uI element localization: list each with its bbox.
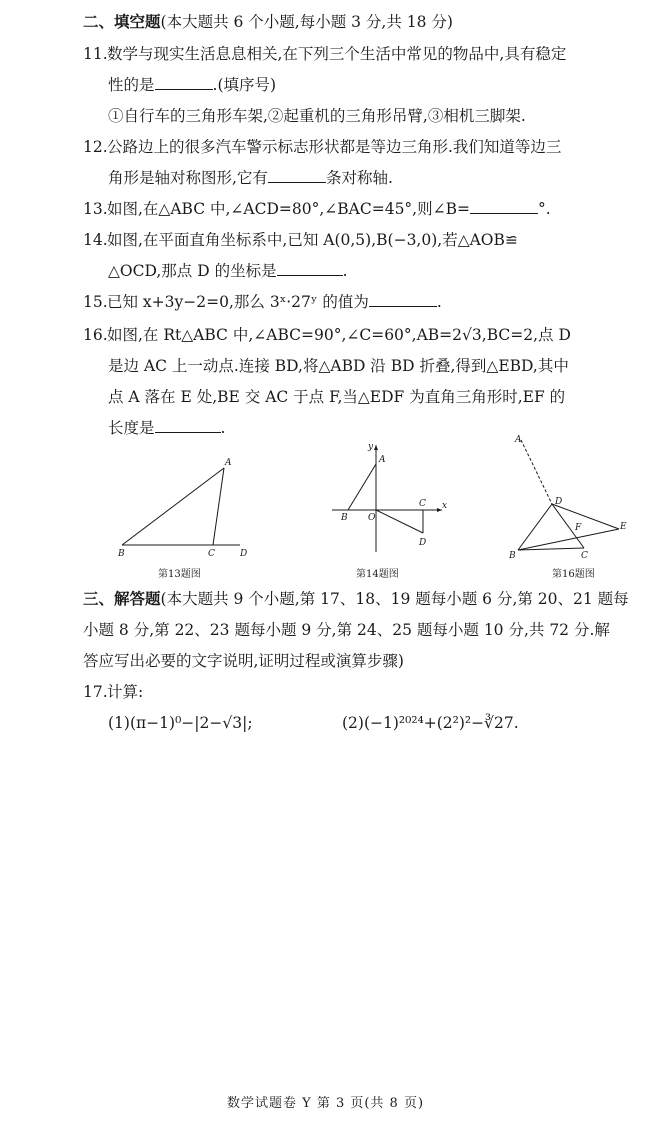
q15-tail: . [436,293,442,311]
q11-text-2b: .(填序号) [212,76,277,94]
q12-number: 12. [83,138,108,156]
fig14-label-c: C [419,499,426,509]
section-3-note-1: (本大题共 9 个小题,第 17、18、19 题每小题 6 分,第 20、21 题每 [160,590,629,608]
q17-part1-text: (1)(π−1)⁰−|2−√3|; [108,714,253,732]
q14-line2 [108,261,348,281]
q13-text: 如图,在△ABC 中,∠ACD=80°,∠BAC=45°,则∠B= [107,200,470,218]
q14-line1 [83,230,518,250]
section-3-line3 [83,651,404,671]
fig16-label-d: D [555,497,563,507]
fig14-label-x: x [442,501,448,511]
q17-part2 [342,713,519,733]
q11-text-1: 数学与现实生活息息相关,在下列三个生活中常见的物品中,具有稳定 [107,45,567,63]
q17-title: 计算: [107,683,144,701]
q16-line3 [108,387,565,407]
q12-text-1: 公路边上的很多汽车警示标志形状都是等边三角形.我们知道等边三 [107,138,562,156]
fig14-label-y: y [368,442,374,452]
section-3-line1 [83,589,629,609]
q12-answer-blank[interactable] [268,168,326,183]
fig16-caption: 第16题图 [552,569,595,580]
q15-line [83,292,442,312]
q13-tail: °. [537,200,551,218]
fig13-label-a: A [225,458,232,468]
fig14-label-d: D [419,538,427,548]
q11-text-2a: 性的是 [108,76,155,94]
q14-number: 14. [83,231,108,249]
q16-answer-blank[interactable] [155,418,221,433]
section-2-title: 二、填空题 [83,12,161,31]
fig13-label-c: C [208,549,215,559]
figure-14 [330,440,450,560]
q11-answer-blank[interactable] [155,75,213,90]
q15-number: 15. [83,293,108,311]
q16-line1 [83,325,571,345]
fig16-label-f: F [575,523,582,533]
q16-line4 [108,418,225,438]
q11-number: 11. [83,45,108,63]
q16-text-1: 如图,在 Rt△ABC 中,∠ABC=90°,∠C=60°,AB=2√3,BC=2,点 D [107,326,571,344]
q14-text-2a: △OCD,那点 D 的坐标是 [108,262,277,280]
fig16-label-a: A [515,435,522,445]
fig13-caption: 第13题图 [158,569,201,580]
q13-number: 13. [83,200,108,218]
fig13-label-d: D [240,549,248,559]
fig13-label-b: B [118,549,125,559]
fig14-label-o: O [368,513,376,523]
q12-text-2a: 角形是轴对称图形,它有 [108,169,268,187]
q11-line2 [108,75,276,95]
q11-text-3: ①自行车的三角形车架,②起重机的三角形吊臂,③相机三脚架. [108,107,526,125]
q17-heading [83,682,143,702]
q16-text-3: 点 A 落在 E 处,BE 交 AC 于点 F,当△EDF 为直角三角形时,EF 的 [108,388,566,406]
figure-13 [112,452,252,560]
q16-number: 16. [83,326,108,344]
q16-text-2: 是边 AC 上一动点.连接 BD,将△ABD 沿 BD 折叠,得到△EBD,其中 [108,357,569,375]
q11-line1 [83,44,566,64]
q11-line3 [108,106,526,126]
q17-part2-text: (2)(−1)²⁰²⁴+(2²)²−∛27. [342,714,519,732]
fig14-label-b: B [341,513,348,523]
section-2-note: (本大题共 6 个小题,每小题 3 分,共 18 分) [160,13,453,31]
fig14-caption: 第14题图 [356,569,399,580]
section-3-note-2: 小题 8 分,第 22、23 题每小题 9 分,第 24、25 题每小题 10 分,共 72 分.解 [83,621,610,639]
q17-number: 17. [83,683,108,701]
q13-line [83,199,551,219]
q13-answer-blank[interactable] [470,199,538,214]
figure-16 [505,430,635,562]
q12-text-2b: 条对称轴. [325,169,393,187]
section-2-heading [83,12,453,32]
q15-text: 已知 x+3y−2=0,那么 3ˣ·27ʸ 的值为 [107,293,369,311]
q16-text-4b: . [220,419,226,437]
q16-text-4a: 长度是 [108,419,155,437]
q14-text-1: 如图,在平面直角坐标系中,已知 A(0,5),B(−3,0),若△AOB≌ [107,231,518,249]
fig16-label-c: C [581,551,588,561]
page-footer: 数学试题卷 Y 第 3 页(共 8 页) [226,1096,425,1111]
q14-text-2b: . [342,262,348,280]
section-3-note-3: 答应写出必要的文字说明,证明过程或演算步骤) [83,652,404,670]
q15-answer-blank[interactable] [369,292,437,307]
section-3-title: 三、解答题 [83,589,161,608]
q12-line1 [83,137,561,157]
fig14-label-a: A [379,455,386,465]
fig16-label-e: E [620,522,627,532]
fig16-label-b: B [509,551,516,561]
q14-answer-blank[interactable] [277,261,343,276]
section-3-line2 [83,620,610,640]
q12-line2 [108,168,393,188]
q16-line2 [108,356,569,376]
q17-part1 [108,713,253,733]
